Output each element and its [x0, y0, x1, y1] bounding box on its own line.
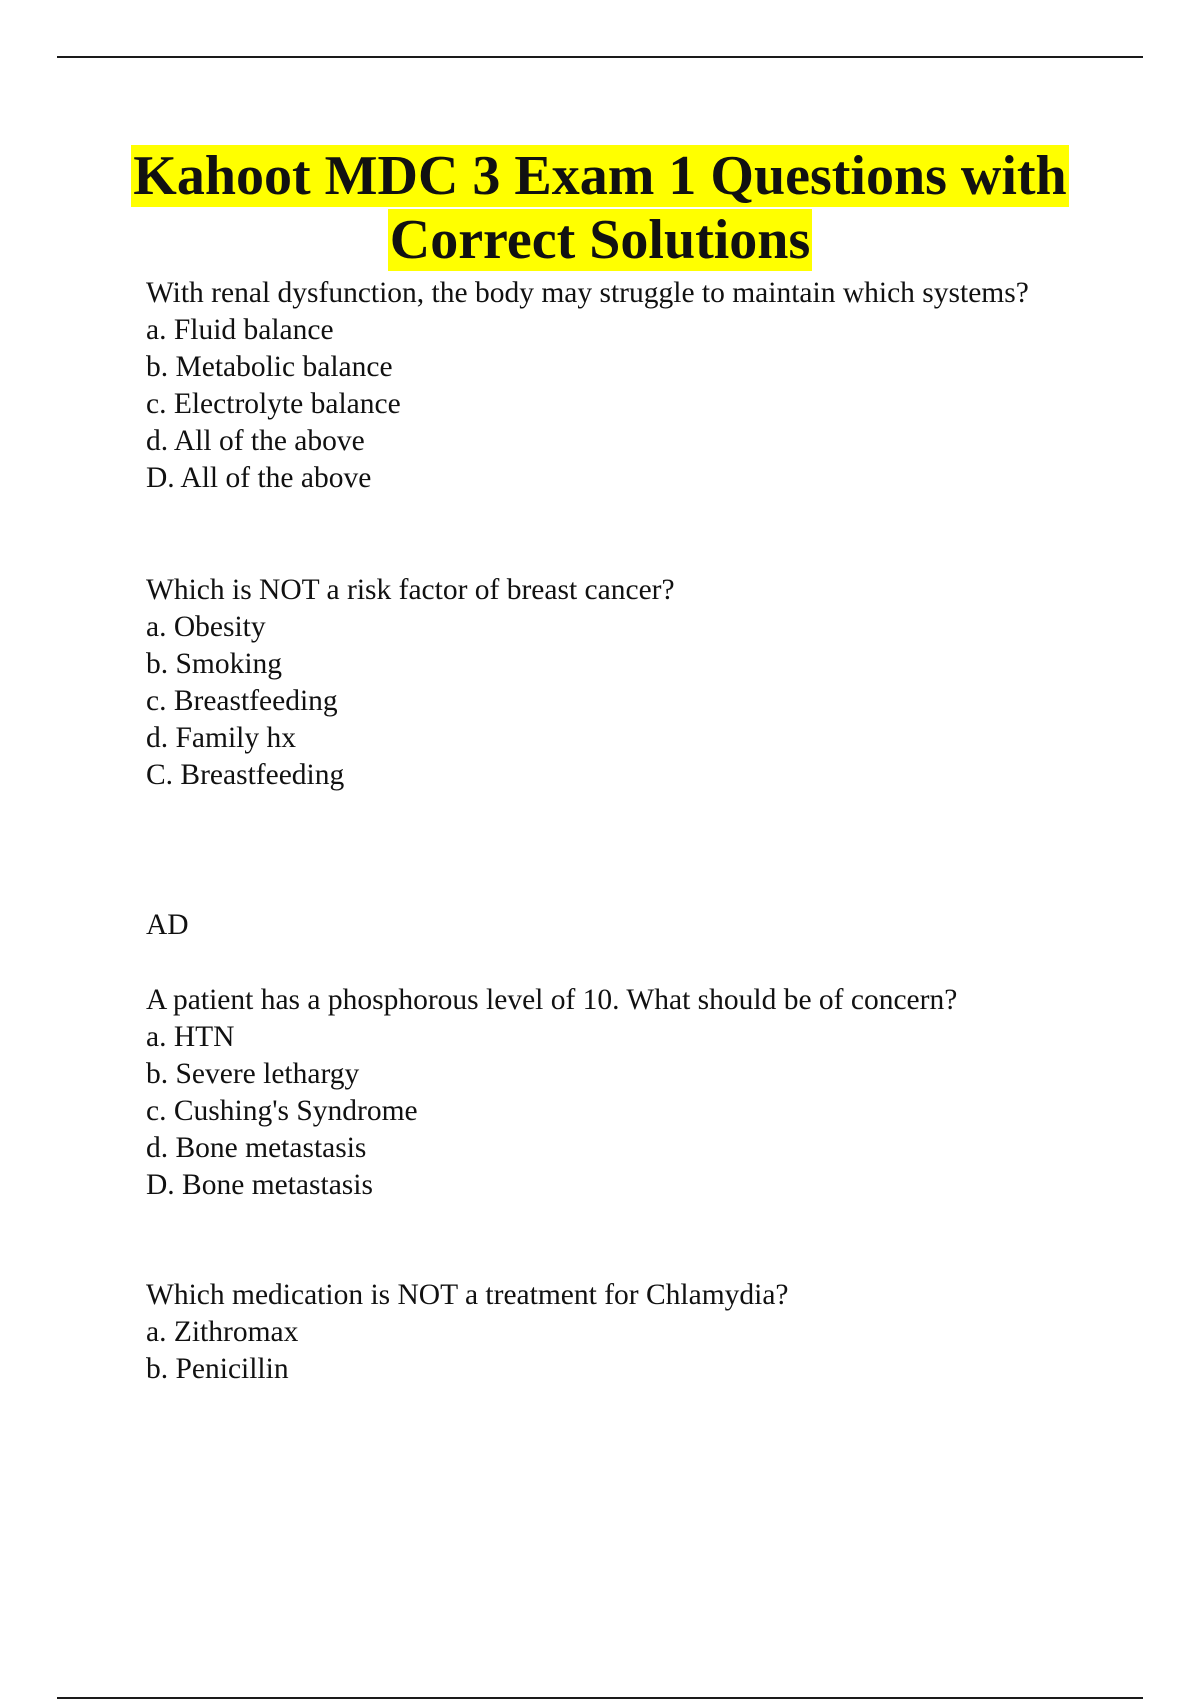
question-prompt: Which is NOT a risk factor of breast cancer?	[146, 574, 675, 606]
option-a: a. Obesity	[146, 611, 266, 643]
option-d: d. Bone metastasis	[146, 1132, 367, 1164]
question-prompt: With renal dysfunction, the body may struggle to maintain which systems?	[146, 277, 1029, 309]
option-d: d. All of the above	[146, 425, 365, 457]
option-b: b. Penicillin	[146, 1353, 289, 1385]
question-3	[146, 982, 1086, 1204]
top-rule	[57, 56, 1143, 58]
spacer	[146, 944, 1086, 982]
option-a: a. HTN	[146, 1021, 235, 1053]
question-4	[146, 1277, 1086, 1388]
option-c: c. Cushing's Syndrome	[146, 1095, 418, 1127]
bottom-rule	[57, 1697, 1143, 1699]
option-b: b. Smoking	[146, 648, 283, 680]
question-1	[146, 275, 1086, 497]
option-d: d. Family hx	[146, 722, 296, 754]
question-prompt: Which medication is NOT a treatment for Chlamydia?	[146, 1279, 789, 1311]
option-b: b. Metabolic balance	[146, 351, 393, 383]
spacer	[146, 497, 1086, 572]
stray-answer-text: AD	[146, 909, 189, 941]
question-prompt: A patient has a phosphorous level of 10. What should be of concern?	[146, 984, 958, 1016]
option-c: c. Breastfeeding	[146, 685, 338, 717]
answer: D. Bone metastasis	[146, 1169, 373, 1201]
answer: C. Breastfeeding	[146, 759, 345, 791]
document-body	[146, 275, 1086, 1388]
option-a: a. Zithromax	[146, 1316, 299, 1348]
spacer	[146, 794, 1086, 907]
option-c: c. Electrolyte balance	[146, 388, 401, 420]
option-a: a. Fluid balance	[146, 314, 334, 346]
spacer	[146, 1204, 1086, 1277]
answer: D. All of the above	[146, 462, 372, 494]
title-line-2: Correct Solutions	[389, 209, 811, 271]
option-b: b. Severe lethargy	[146, 1058, 360, 1090]
document-title	[120, 144, 1080, 272]
question-2	[146, 572, 1086, 794]
title-line-1: Kahoot MDC 3 Exam 1 Questions with	[133, 145, 1067, 207]
